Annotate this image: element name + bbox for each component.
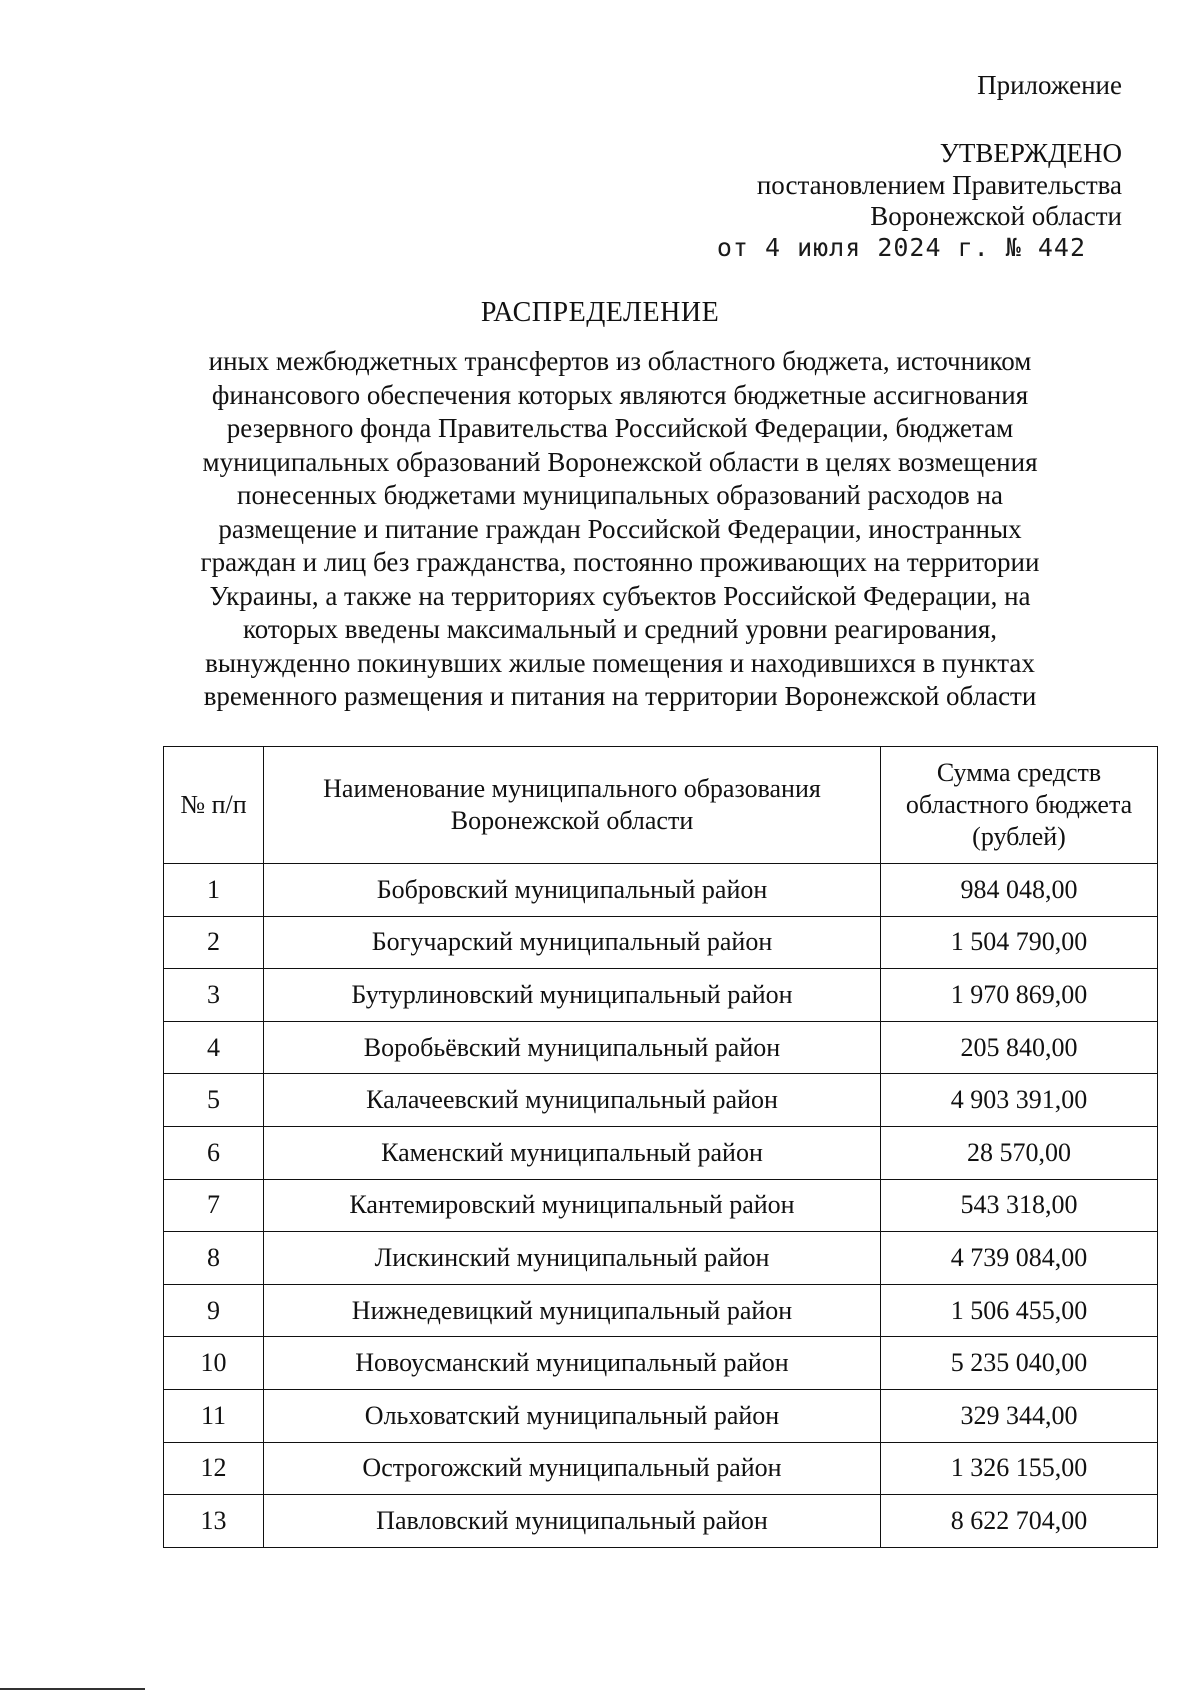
row-sum: 4 903 391,00: [881, 1074, 1158, 1127]
row-municipality: Бобровский муниципальный район: [264, 864, 881, 917]
row-municipality: Новоусманский муниципальный район: [264, 1337, 881, 1390]
row-sum: 8 622 704,00: [881, 1495, 1158, 1548]
table-row: [164, 1389, 1158, 1442]
row-number: 3: [164, 969, 264, 1022]
table-row: [164, 969, 1158, 1022]
row-sum: 1 506 455,00: [881, 1284, 1158, 1337]
row-sum: 1 504 790,00: [881, 916, 1158, 969]
appendix-label: Приложение: [977, 70, 1122, 100]
row-municipality: Лискинский муниципальный район: [264, 1232, 881, 1285]
row-number: 4: [164, 1021, 264, 1074]
table-row: [164, 1495, 1158, 1548]
row-sum: 4 739 084,00: [881, 1232, 1158, 1285]
header-sum: [881, 747, 1158, 864]
table-row: [164, 864, 1158, 917]
header-sum-line: (рублей): [972, 822, 1066, 851]
row-municipality: Воробьёвский муниципальный район: [264, 1021, 881, 1074]
header-name: [264, 747, 881, 864]
row-municipality: Павловский муниципальный район: [264, 1495, 881, 1548]
row-sum: 329 344,00: [881, 1389, 1158, 1442]
document-title: РАСПРЕДЕЛЕНИЕ: [480, 297, 720, 328]
distribution-table: [163, 746, 1158, 1548]
header-name-line: Наименование муниципального образования: [323, 774, 821, 803]
row-number: 10: [164, 1337, 264, 1390]
header-sum-line: областного бюджета: [905, 790, 1133, 819]
row-number: 7: [164, 1179, 264, 1232]
row-number: 11: [164, 1389, 264, 1442]
header-number: № п/п: [164, 747, 264, 864]
table-header-row: [164, 747, 1158, 864]
header-sum-line: Сумма средств: [936, 758, 1102, 787]
subtitle-line: резервного фонда Правительства Российской Федерации, бюджетам: [226, 413, 1014, 443]
subtitle-line: которых введены максимальный и средний уровни реагирования,: [242, 614, 998, 644]
table-row: [164, 1179, 1158, 1232]
table-row: [164, 1232, 1158, 1285]
row-number: 9: [164, 1284, 264, 1337]
table-row: [164, 1337, 1158, 1390]
subtitle-line: понесенных бюджетами муниципальных образований расходов на: [237, 480, 1003, 510]
subtitle-line: иных межбюджетных трансфертов из областного бюджета, источником: [208, 346, 1032, 376]
resolution-label: постановлением Правительства: [756, 170, 1122, 200]
subtitle-line: финансового обеспечения которых являются бюджетные ассигнования: [211, 379, 1029, 410]
approved-label: УТВЕРЖДЕНО: [939, 138, 1122, 168]
row-sum: 28 570,00: [881, 1126, 1158, 1179]
subtitle-line: Украины, а также на территориях субъектов Российской Федерации, на: [209, 580, 1031, 611]
row-number: 2: [164, 916, 264, 969]
row-number: 6: [164, 1126, 264, 1179]
table-row: [164, 1021, 1158, 1074]
table-row: [164, 1442, 1158, 1495]
row-sum: 1 970 869,00: [881, 969, 1158, 1022]
row-sum: 205 840,00: [881, 1021, 1158, 1074]
row-municipality: Нижнедевицкий муниципальный район: [264, 1284, 881, 1337]
table-row: [164, 1074, 1158, 1127]
scan-edge-mark: [0, 1688, 145, 1690]
table-row: [164, 916, 1158, 969]
row-number: 5: [164, 1074, 264, 1127]
row-number: 1: [164, 864, 264, 917]
row-number: 13: [164, 1495, 264, 1548]
table-row: [164, 1284, 1158, 1337]
row-municipality: Острогожский муниципальный район: [264, 1442, 881, 1495]
row-sum: 984 048,00: [881, 864, 1158, 917]
row-number: 12: [164, 1442, 264, 1495]
region-label: Воронежской области: [870, 201, 1122, 231]
document-subtitle: [150, 345, 1090, 714]
subtitle-line: муниципальных образований Воронежской области в целях возмещения: [202, 446, 1038, 477]
row-municipality: Кантемировский муниципальный район: [264, 1179, 881, 1232]
subtitle-line: вынужденно покинувших жилые помещения и находившихся в пунктах: [205, 647, 1035, 678]
row-sum: 1 326 155,00: [881, 1442, 1158, 1495]
row-municipality: Богучарский муниципальный район: [264, 916, 881, 969]
date-number-stamp: от 4 июля 2024 г. № 442: [716, 233, 1086, 262]
header-name-line: Воронежской области: [450, 806, 694, 835]
table-row: [164, 1126, 1158, 1179]
row-municipality: Бутурлиновский муниципальный район: [264, 969, 881, 1022]
row-sum: 543 318,00: [881, 1179, 1158, 1232]
row-municipality: Ольховатский муниципальный район: [264, 1389, 881, 1442]
row-municipality: Калачеевский муниципальный район: [264, 1074, 881, 1127]
subtitle-line: размещение и питание граждан Российской Федерации, иностранных: [218, 513, 1022, 544]
row-sum: 5 235 040,00: [881, 1337, 1158, 1390]
row-municipality: Каменский муниципальный район: [264, 1126, 881, 1179]
subtitle-line: временного размещения и питания на территории Воронежской области: [203, 681, 1037, 711]
row-number: 8: [164, 1232, 264, 1285]
subtitle-line: граждан и лиц без гражданства, постоянно проживающих на территории: [200, 547, 1040, 577]
